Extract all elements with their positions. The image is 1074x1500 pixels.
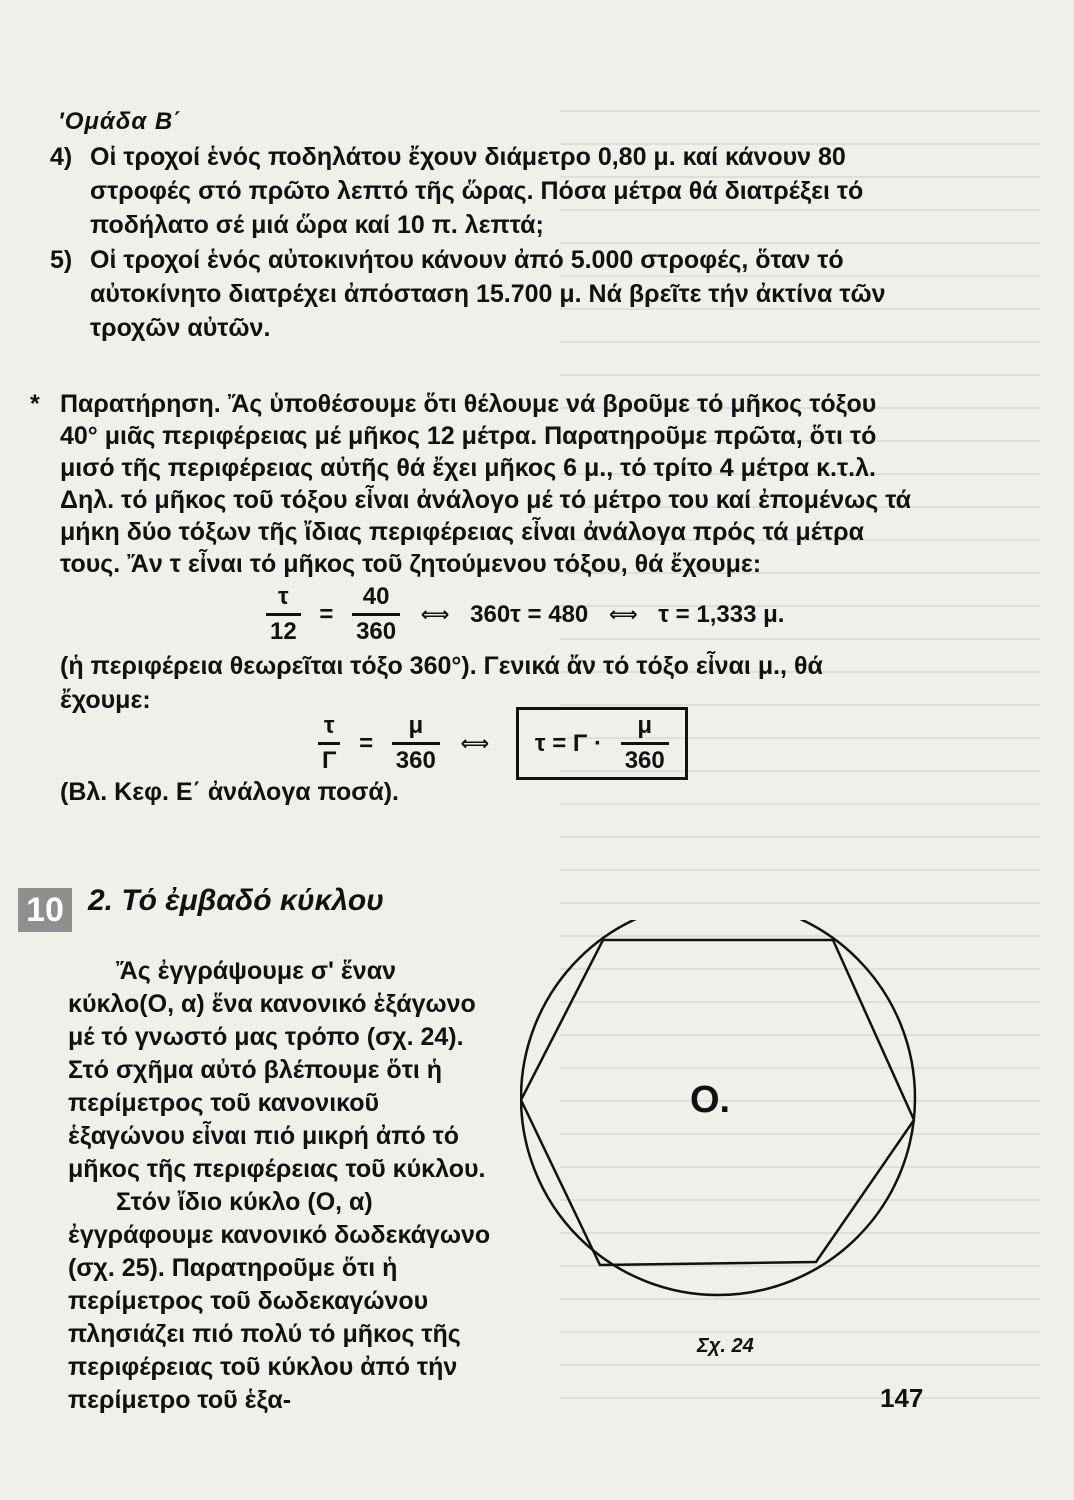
equals-sign: = bbox=[359, 729, 374, 757]
boxed-formula: τ = Γ · $\frac{\mu}{360}$ bbox=[516, 707, 688, 780]
problem-text: Οἱ τροχοί ἑνός αὐτοκινήτου κάνουν ἀπό 5.000 στροφές, ὅταν τό αὐτοκίνητο διατρέχει ἀπόσταση 15.700 μ. Νά βρεῖτε τήν ἀκτίνα τῶν τροχῶν αὐτῶν. bbox=[90, 246, 886, 342]
reference-line: (Βλ. Κεφ. Ε΄ ἀνάλογα ποσά). bbox=[60, 778, 400, 806]
circle-hexagon-figure bbox=[520, 920, 940, 1360]
formula-result: τ = 1,333 μ. bbox=[658, 600, 785, 628]
note-line: (ἡ περιφέρεια θεωρεῖται τόξο 360°). Γενικά ἄν τό τόξο εἶναι μ., θά bbox=[60, 652, 823, 680]
problem-4 bbox=[50, 140, 920, 242]
figure-caption: Σχ. 24 bbox=[697, 1335, 754, 1357]
note-line-2: ἔχουμε: bbox=[60, 686, 151, 714]
section-title: 2. Τό ἐμβαδό κύκλου bbox=[88, 884, 384, 917]
fraction-40-360: $\frac{40}{360}$ bbox=[352, 583, 400, 646]
problem-number: 5) bbox=[50, 246, 73, 274]
equivalence-arrow-icon: ⟺ bbox=[420, 604, 450, 626]
formula-arc-example bbox=[260, 583, 790, 643]
page-number: 147 bbox=[880, 1383, 924, 1413]
remark-text: Ἄς ὑποθέσουμε ὅτι θέλουμε νά βροῦμε τό μῆκος τόξου 40° μιᾶς περιφέρειας μέ μῆκος 12 μέτρα. Παρατηροῦμε πρῶτα, ὅτι τό μισό τῆς περιφέρειας αὐτῆς θά ἔχει μῆκος 6 μ., τό τρίτο 4 μέτρα κ.τ.λ. Δηλ. τό μῆκος τοῦ τόξου εἶναι ἀνάλογο μέ τό μέτρο του καί ἐπομένως τά μήκη δύο τόξων τῆς ἴδιας περιφέρειας εἶναι ἀνάλογα πρός τά μέτρα τους. Ἄν τ εἶναι τό μῆκος τοῦ ζητούμενου τόξου, θά ἔχουμε: bbox=[60, 390, 912, 578]
fraction-tau-12: $\frac{\tau}{12}$ bbox=[266, 583, 301, 646]
paragraph-1: Ἄς ἐγγράψουμε σ' ἕναν κύκλο(Ο, α) ἕνα κανονικό ἑξάγωνο μέ τό γνωστό μας τρόπο (σχ. 24). Στό σχῆμα αὐτό βλέπουμε ὅτι ἡ περίμετρος τοῦ κανονικοῦ ἑξαγώνου εἶναι πιό μικρή ἀπό τό μῆκος τῆς περιφέρειας τοῦ κύκλου. bbox=[68, 957, 486, 1183]
problem-5 bbox=[50, 243, 920, 345]
problem-text: Οἱ τροχοί ἑνός ποδηλάτου ἔχουν διάμετρο 0,80 μ. καί κάνουν 80 στροφές στό πρῶτο λεπτό τῆς ὥρας. Πόσα μέτρα θά διατρέξει τό ποδήλατο σέ μιά ὥρα καί 10 π. λεπτά; bbox=[90, 143, 864, 239]
equivalence-arrow-icon: ⟺ bbox=[460, 733, 490, 755]
remark-block bbox=[30, 388, 920, 580]
problem-number: 4) bbox=[50, 143, 73, 171]
section-paragraph bbox=[68, 955, 500, 1417]
fraction-mu-360: $\frac{\mu}{360}$ bbox=[392, 712, 440, 775]
group-title: 'Ομάδα Β΄ bbox=[58, 108, 183, 135]
star-marker: * bbox=[30, 390, 40, 418]
equivalence-arrow-icon: ⟺ bbox=[608, 604, 638, 626]
formula-step: 360τ = 480 bbox=[470, 600, 589, 628]
section-number-badge: 10 bbox=[18, 888, 72, 932]
remark-lead: Παρατήρηση. bbox=[60, 390, 221, 418]
formula-general bbox=[312, 707, 688, 780]
fraction-tau-gamma: $\frac{\tau}{\Gamma}$ bbox=[318, 712, 340, 775]
equals-sign: = bbox=[319, 600, 334, 628]
center-label: O. bbox=[690, 1079, 731, 1121]
paragraph-2: Στόν ἴδιο κύκλο (Ο, α) ἐγγράφουμε κανονικό δωδεκάγωνο (σχ. 25). Παρατηροῦμε ὅτι ἡ περίμετρος τοῦ δωδεκαγώνου πλησιάζει πιό πολύ τό μῆκος τῆς περιφέρειας τοῦ κύκλου ἀπό τήν περίμετρο τοῦ ἑξα- bbox=[68, 1188, 491, 1414]
